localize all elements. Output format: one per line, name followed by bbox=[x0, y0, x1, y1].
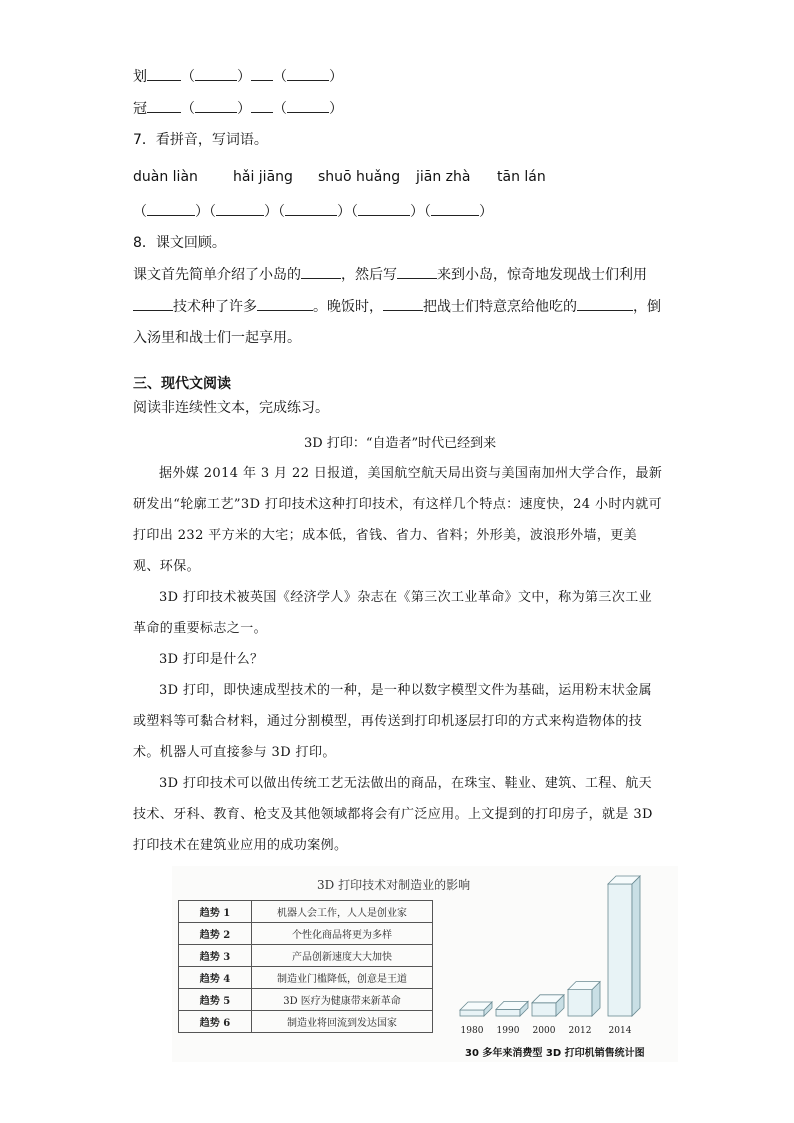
figure-3d-printing bbox=[172, 866, 678, 1062]
paren-open: （ bbox=[181, 69, 195, 85]
trend-text: 机器人会工作，人人是创业家 bbox=[252, 901, 433, 923]
table-row bbox=[179, 923, 433, 945]
answer-blank-4[interactable] bbox=[358, 201, 410, 216]
pinyin-4: jiān zhà bbox=[416, 169, 471, 185]
bar-2014 bbox=[608, 876, 640, 1016]
q8-title: 8．课文回顾。 bbox=[133, 235, 226, 251]
paren-close: ） bbox=[237, 69, 251, 85]
paren-open: （ bbox=[278, 204, 285, 220]
q8-blank-2[interactable] bbox=[397, 264, 437, 279]
table-row bbox=[179, 967, 433, 989]
pinyin-5: tān lán bbox=[497, 169, 546, 185]
paren-close: ） bbox=[195, 204, 209, 220]
pinyin-1: duàn liàn bbox=[133, 169, 198, 185]
answer-blank-3[interactable] bbox=[285, 201, 337, 216]
trend-text: 制造业门槛降低，创意是王道 bbox=[252, 967, 433, 989]
blank[interactable] bbox=[147, 98, 181, 113]
blank[interactable] bbox=[287, 98, 329, 113]
q8-text: 技术种了许多 bbox=[173, 299, 257, 315]
q8-blank-1[interactable] bbox=[301, 264, 341, 279]
paren-open: （ bbox=[273, 69, 287, 85]
paren-close: ） bbox=[264, 204, 278, 220]
article-para-3: 3D 打印是什么？ bbox=[159, 652, 264, 667]
q6-char: 划 bbox=[133, 69, 147, 85]
trend-text: 个性化商品将更为多样 bbox=[252, 923, 433, 945]
blank[interactable] bbox=[251, 66, 273, 81]
answer-blank-5[interactable] bbox=[431, 201, 479, 216]
section-instruction: 阅读非连续性文本，完成练习。 bbox=[133, 400, 329, 416]
q8-blank-5[interactable] bbox=[383, 296, 423, 311]
article-title: 3D 打印：“自造者”时代已经到来 bbox=[304, 436, 497, 451]
q8-blank-6[interactable] bbox=[577, 296, 633, 311]
paren-close: ） bbox=[337, 204, 351, 220]
paren-open: （ bbox=[209, 204, 216, 220]
paren-open: （ bbox=[351, 204, 358, 220]
q8-line-2 bbox=[133, 296, 661, 317]
q8-text: 。晚饭时， bbox=[313, 299, 383, 315]
section-heading: 三、现代文阅读 bbox=[133, 376, 231, 392]
x-tick-label: 1990 bbox=[496, 1026, 520, 1036]
trend-label: 趋势 4 bbox=[179, 967, 252, 989]
bar-1980 bbox=[460, 1002, 492, 1016]
q6-char: 冠 bbox=[133, 101, 147, 117]
chart-caption: 30 多年来消费型 3D 打印机销售统计图 bbox=[465, 1048, 645, 1059]
blank[interactable] bbox=[195, 66, 237, 81]
q6-line-hua bbox=[133, 66, 343, 87]
answer-blank-2[interactable] bbox=[216, 201, 264, 216]
article-para-4: 3D 打印，即快速成型技术的一种，是一种以数字模型文件为基础，运用粉末状金属或塑料等可黏合材料，通过分割模型，再传送到打印机逐层打印的方式来构造物体的技术。机器人可直接参与 3D 打印。 bbox=[133, 683, 653, 760]
figure-title: 3D 打印技术对制造业的影响 bbox=[317, 878, 471, 892]
table-row bbox=[179, 945, 433, 967]
q8-text: ，然后写 bbox=[341, 267, 397, 283]
trend-label: 趋势 5 bbox=[179, 989, 252, 1011]
trend-text: 3D 医疗为健康带来新革命 bbox=[252, 989, 433, 1011]
paren-close: ） bbox=[237, 101, 251, 117]
q7-answer-row bbox=[133, 201, 493, 222]
q8-text: 来到小岛，惊奇地发现战士们利用 bbox=[437, 267, 647, 283]
article-para-2: 3D 打印技术被英国《经济学人》杂志在《第三次工业革命》文中，称为第三次工业革命的重要标志之一。 bbox=[133, 590, 653, 636]
q8-blank-4[interactable] bbox=[257, 296, 313, 311]
blank[interactable] bbox=[195, 98, 237, 113]
paren-close: ） bbox=[410, 204, 424, 220]
trend-text: 制造业将回流到发达国家 bbox=[252, 1011, 433, 1033]
bar-1990 bbox=[496, 1001, 528, 1016]
trend-table bbox=[178, 900, 433, 1033]
blank[interactable] bbox=[147, 66, 181, 81]
q7-title: 7．看拼音，写词语。 bbox=[133, 132, 268, 148]
paren-close: ） bbox=[329, 69, 343, 85]
x-tick-label: 2000 bbox=[532, 1026, 556, 1036]
x-tick-label: 2014 bbox=[608, 1026, 632, 1036]
x-tick-label: 1980 bbox=[460, 1026, 484, 1036]
blank[interactable] bbox=[287, 66, 329, 81]
trend-label: 趋势 3 bbox=[179, 945, 252, 967]
paren-open: （ bbox=[273, 101, 287, 117]
trend-label: 趋势 6 bbox=[179, 1011, 252, 1033]
blank[interactable] bbox=[251, 98, 273, 113]
q8-text: 把战士们特意烹给他吃的 bbox=[423, 299, 577, 315]
trend-text: 产品创新速度大大加快 bbox=[252, 945, 433, 967]
q8-line-1 bbox=[133, 264, 647, 285]
table-row bbox=[179, 1011, 433, 1033]
sales-bar-chart bbox=[452, 866, 678, 1044]
paren-close: ） bbox=[329, 101, 343, 117]
q8-line-3: 入汤里和战士们一起享用。 bbox=[133, 330, 301, 346]
paren-open: （ bbox=[133, 204, 147, 220]
trend-label: 趋势 2 bbox=[179, 923, 252, 945]
article-para-1: 据外媒 2014 年 3 月 22 日报道，美国航空航天局出资与美国南加州大学合作，最新研发出“轮廓工艺”3D 打印技术这种打印技术，有这样几个特点：速度快，24 小时内就可打印出 232 平方米的大宅；成本低，省钱、省力、省料；外形美，波浪形外墙，更美观、环保。 bbox=[133, 466, 663, 574]
table-row bbox=[179, 989, 433, 1011]
answer-blank-1[interactable] bbox=[147, 201, 195, 216]
pinyin-2: hǎi jiāng bbox=[233, 169, 293, 185]
q8-text: 课文首先简单介绍了小岛的 bbox=[133, 267, 301, 283]
article-para-5: 3D 打印技术可以做出传统工艺无法做出的商品，在珠宝、鞋业、建筑、工程、航天技术、牙科、教育、枪支及其他领域都将会有广泛应用。上文提到的打印房子，就是 3D 打印技术在建筑业应用的成功案例。 bbox=[133, 776, 653, 853]
paren-open: （ bbox=[424, 204, 431, 220]
q8-blank-3[interactable] bbox=[133, 296, 173, 311]
x-tick-label: 2012 bbox=[568, 1026, 592, 1036]
q8-text: ，倒 bbox=[633, 299, 661, 315]
paren-close: ） bbox=[479, 204, 493, 220]
q6-line-guan bbox=[133, 98, 343, 119]
bar-2000 bbox=[532, 995, 564, 1016]
table-row bbox=[179, 901, 433, 923]
paren-open: （ bbox=[181, 101, 195, 117]
bar-2012 bbox=[568, 982, 600, 1016]
pinyin-3: shuō huǎng bbox=[318, 169, 401, 185]
trend-label: 趋势 1 bbox=[179, 901, 252, 923]
